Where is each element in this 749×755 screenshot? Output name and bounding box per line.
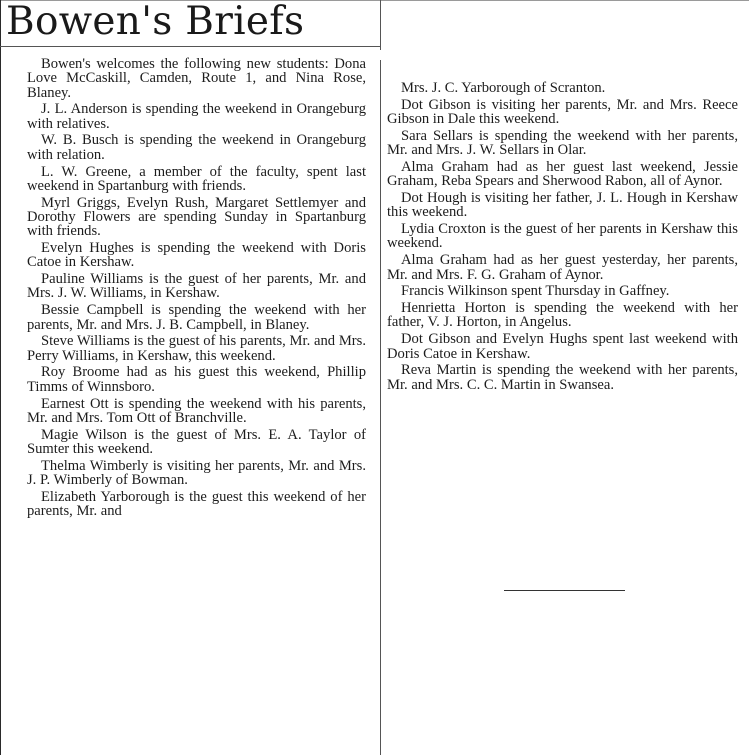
news-item: Alma Graham had as her guest last weekend, Jessie Graham, Reba Spears and Sherwood Rabon, all of Aynor.: [387, 158, 738, 190]
news-item: Reva Martin is spending the weekend with her parents, Mr. and Mrs. C. C. Martin in Swansea.: [387, 362, 738, 393]
article-headline: Bowen's Briefs: [6, 0, 305, 44]
news-item: Bowen's welcomes the following new students: Dona Love McCaskill, Camden, Route 1, and Nina Rose, Blaney.: [27, 56, 366, 101]
news-item: Lydia Croxton is the guest of her parents in Kershaw this weekend.: [387, 221, 738, 252]
news-item: L. W. Greene, a member of the faculty, spent last weekend in Spartanburg with friends.: [27, 163, 366, 194]
news-item: W. B. Busch is spending the weekend in Orangeburg with relation.: [27, 132, 366, 163]
article-end-rule: [504, 590, 625, 591]
left-border: [0, 0, 1, 755]
news-item: Dot Gibson is visiting her parents, Mr. and Mrs. Reece Gibson in Dale this weekend.: [387, 96, 738, 128]
news-item: Pauline Williams is the guest of her parents, Mr. and Mrs. J. W. Williams, in Kershaw.: [27, 271, 366, 302]
news-item: Alma Graham had as her guest yesterday, her parents, Mr. and Mrs. F. G. Graham of Aynor.: [387, 252, 738, 283]
news-item: Evelyn Hughes is spending the weekend with Doris Catoe in Kershaw.: [27, 240, 366, 271]
news-item: Dot Gibson and Evelyn Hughs spent last weekend with Doris Catoe in Kershaw.: [387, 331, 738, 362]
news-item: J. L. Anderson is spending the weekend in Orangeburg with relatives.: [27, 101, 366, 132]
news-item: Steve Williams is the guest of his parents, Mr. and Mrs. Perry Williams, in Kershaw, this weekend.: [27, 333, 366, 364]
news-item: Earnest Ott is spending the weekend with his parents, Mr. and Mrs. Tom Ott of Branchville.: [27, 395, 366, 426]
news-item: Myrl Griggs, Evelyn Rush, Margaret Settlemyer and Dorothy Flowers are spending Sunday in Spartanburg with friends.: [27, 194, 366, 240]
headline-rule: [0, 46, 380, 47]
news-item: Dot Hough is visiting her father, J. L. Hough in Kershaw this weekend.: [387, 190, 738, 221]
news-item: Sara Sellars is spending the weekend with her parents, Mr. and Mrs. J. W. Sellars in Olar.: [387, 127, 738, 159]
news-item: Bessie Campbell is spending the weekend with her parents, Mr. and Mrs. J. B. Campbell, in Blaney.: [27, 302, 366, 333]
column-divider-top: [380, 0, 381, 50]
left-column: [27, 57, 366, 521]
news-item: Thelma Wimberly is visiting her parents, Mr. and Mrs. J. P. Wimberly of Bowman.: [27, 457, 366, 489]
news-item: Elizabeth Yarborough is the guest this weekend of her parents, Mr. and: [27, 488, 366, 520]
news-item: Francis Wilkinson spent Thursday in Gaffney.: [401, 283, 670, 300]
news-item: Magie Wilson is the guest of Mrs. E. A. Taylor of Sumter this weekend.: [27, 426, 366, 457]
right-column: [387, 81, 738, 394]
column-divider: [380, 60, 381, 755]
news-item: Roy Broome had as his guest this weekend, Phillip Timms of Winnsboro.: [27, 364, 366, 395]
news-item: Henrietta Horton is spending the weekend with her father, V. J. Horton, in Angelus.: [387, 300, 738, 331]
news-item-continued: Mrs. J. C. Yarborough of Scranton.: [401, 80, 606, 96]
